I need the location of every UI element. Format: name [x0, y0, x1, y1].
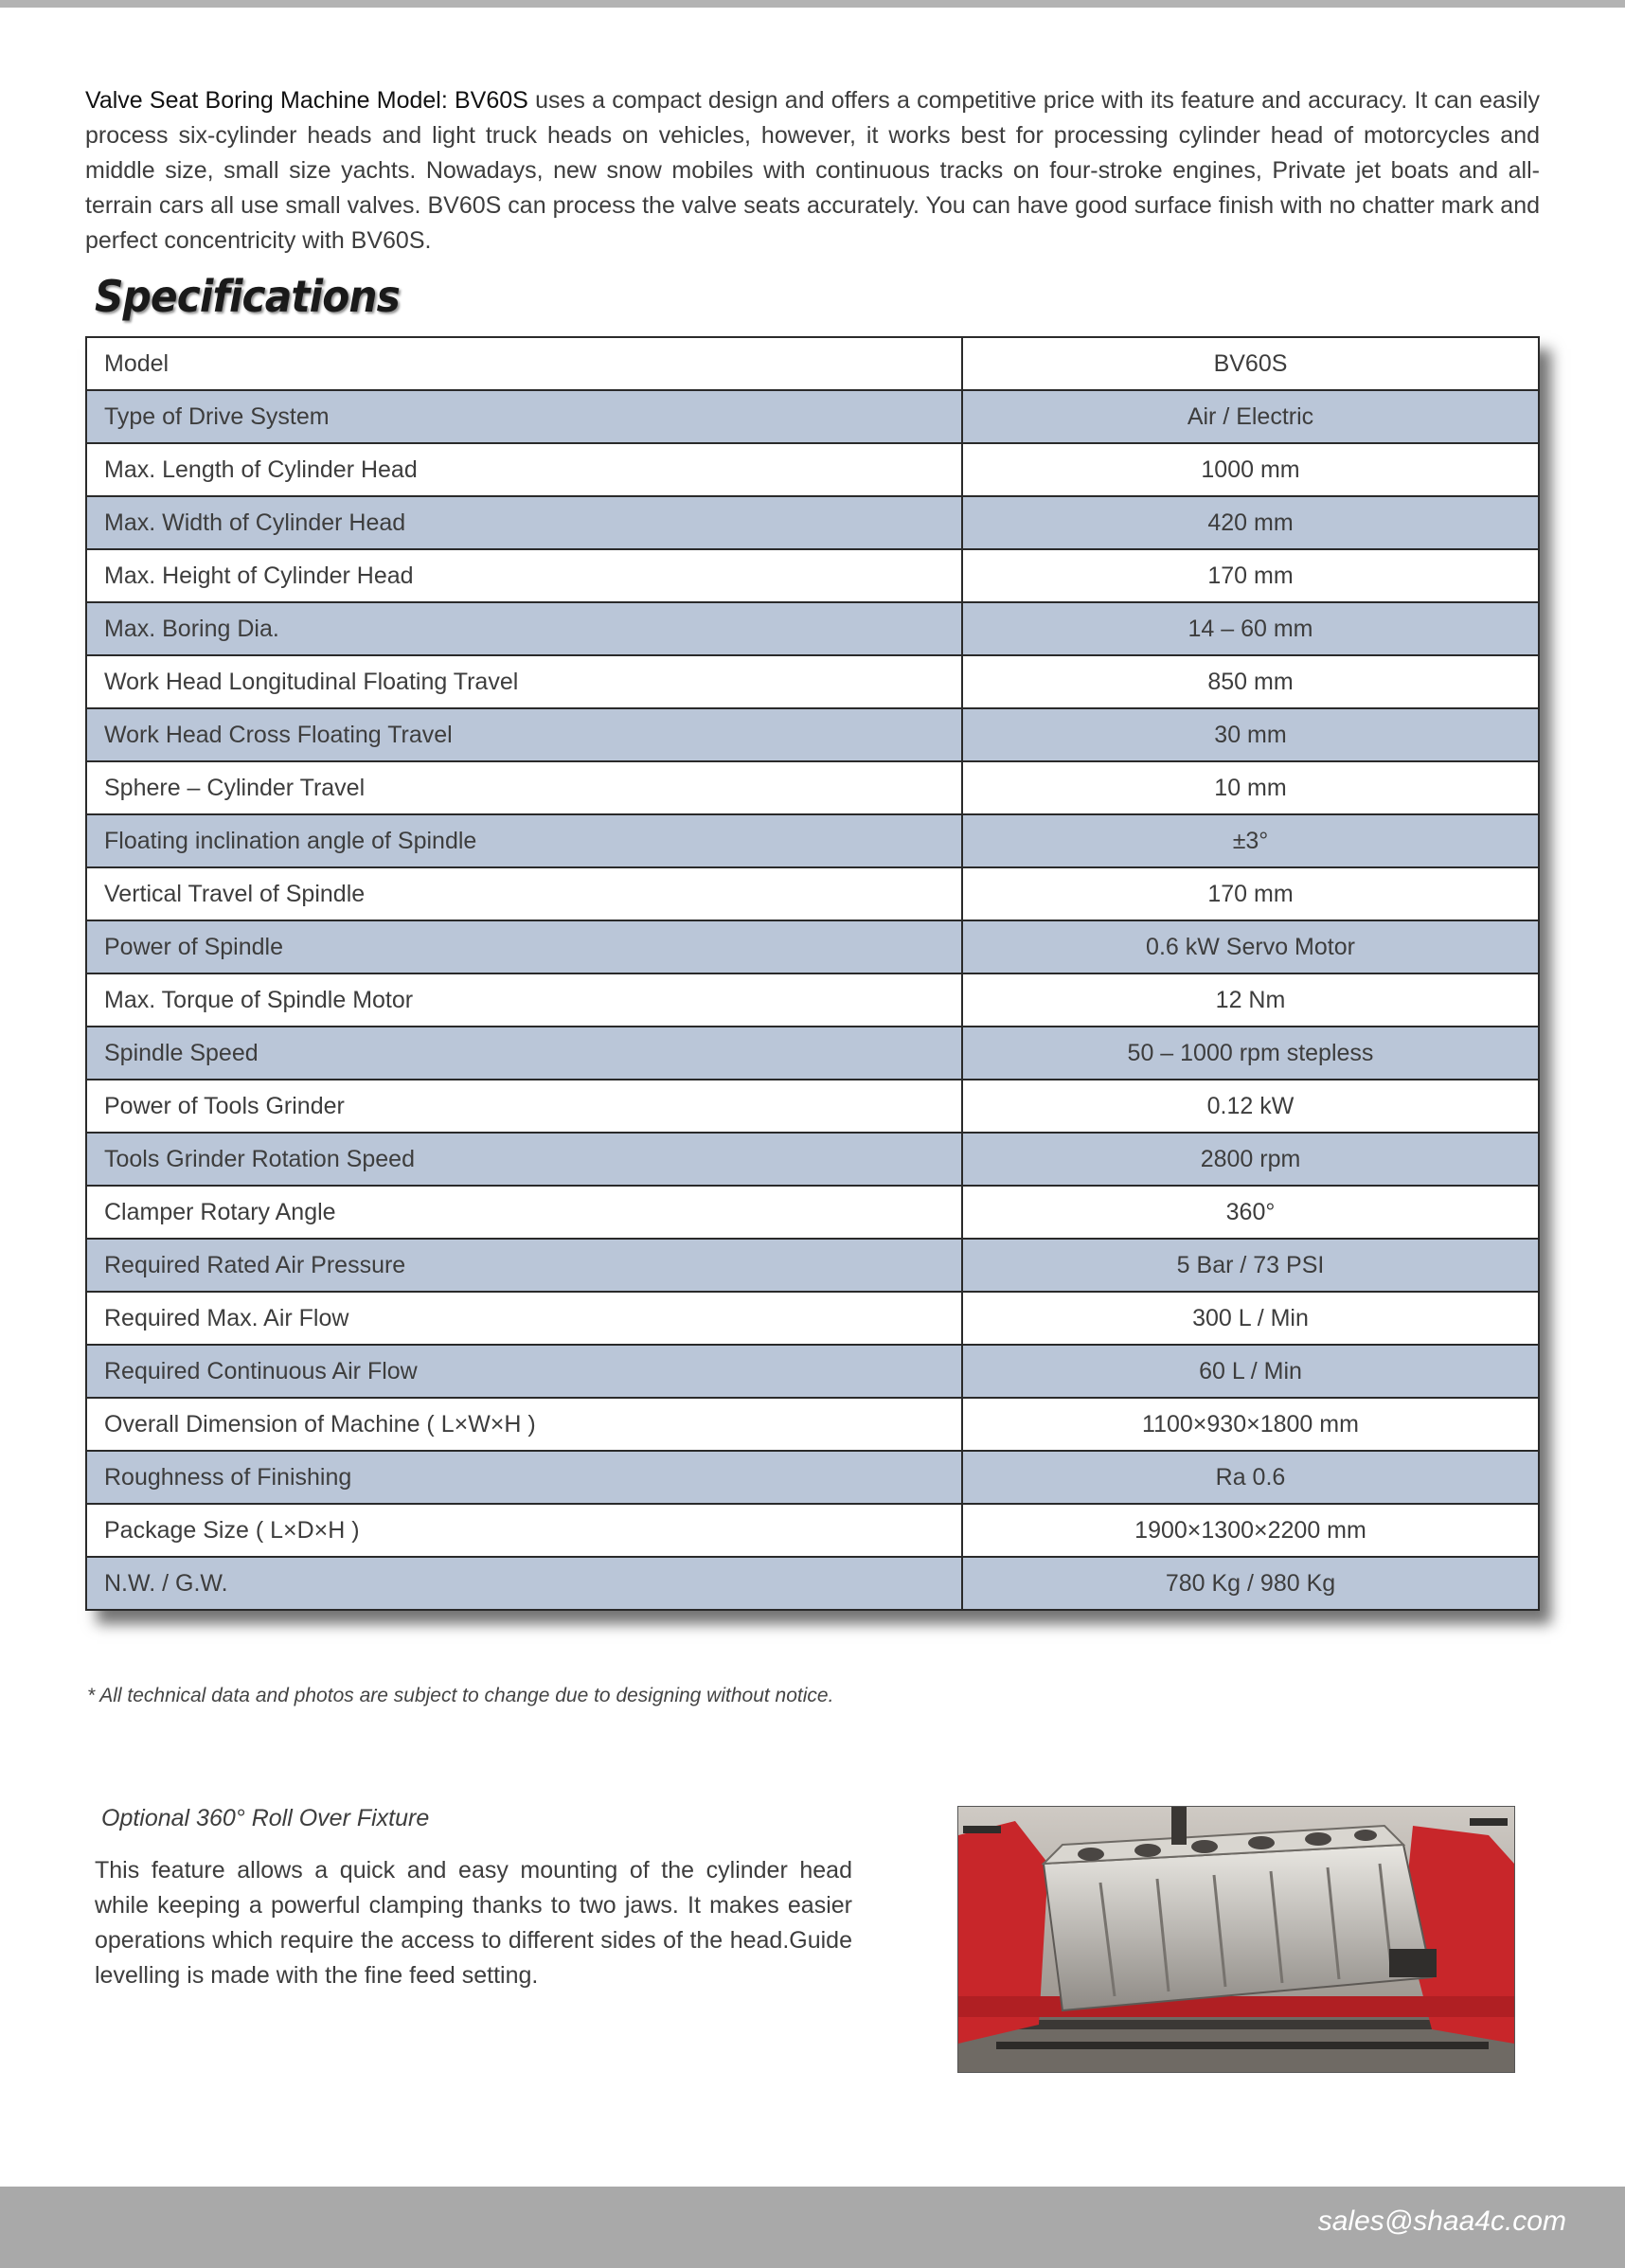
spec-value: BV60S: [962, 337, 1539, 390]
spec-value: 780 Kg / 980 Kg: [962, 1557, 1539, 1610]
spec-label: Power of Tools Grinder: [86, 1080, 962, 1133]
specifications-title: Specifications: [95, 271, 400, 322]
spec-label: Spindle Speed: [86, 1027, 962, 1080]
spec-label: Floating inclination angle of Spindle: [86, 814, 962, 867]
disclaimer-note: * All technical data and photos are subject to change due to designing without notice.: [87, 1685, 834, 1706]
spec-label: Overall Dimension of Machine ( L×W×H ): [86, 1398, 962, 1451]
spec-row: [86, 973, 1539, 1027]
intro-body: uses a compact design and offers a competitive price with its feature and accuracy. It can easily process six-cylinder heads and light truck heads on vehicles, however, it works best for processing cylinder head of motorcycles and middle size, small size yachts. Nowadays, new snow mobiles with continuous tracks on four-stroke engines, Private jet boats and all-terrain cars all use small valves. BV60S can process the valve seats accurately. You can have good surface finish with no chatter mark and perfect concentricity with BV60S.: [85, 87, 1540, 254]
spec-label: Max. Width of Cylinder Head: [86, 496, 962, 549]
spec-row: [86, 1186, 1539, 1239]
spec-label: Model: [86, 337, 962, 390]
spec-value: 5 Bar / 73 PSI: [962, 1239, 1539, 1292]
spec-label: N.W. / G.W.: [86, 1557, 962, 1610]
spec-label: Required Max. Air Flow: [86, 1292, 962, 1345]
spec-row: [86, 443, 1539, 496]
spec-label: Roughness of Finishing: [86, 1451, 962, 1504]
spec-row: [86, 549, 1539, 602]
spec-value: 1900×1300×2200 mm: [962, 1504, 1539, 1557]
spec-value: 60 L / Min: [962, 1345, 1539, 1398]
spec-label: Work Head Cross Floating Travel: [86, 708, 962, 761]
spec-value: 170 mm: [962, 867, 1539, 920]
spec-row: [86, 1451, 1539, 1504]
spec-label: Max. Torque of Spindle Motor: [86, 973, 962, 1027]
spec-label: Max. Boring Dia.: [86, 602, 962, 655]
spec-value: 14 – 60 mm: [962, 602, 1539, 655]
spec-value: 300 L / Min: [962, 1292, 1539, 1345]
spec-row: [86, 1345, 1539, 1398]
spec-label: Required Rated Air Pressure: [86, 1239, 962, 1292]
spec-label: Max. Height of Cylinder Head: [86, 549, 962, 602]
spec-label: Required Continuous Air Flow: [86, 1345, 962, 1398]
spec-row: [86, 1557, 1539, 1610]
spec-value: 420 mm: [962, 496, 1539, 549]
spec-value: 170 mm: [962, 549, 1539, 602]
spec-value: 360°: [962, 1186, 1539, 1239]
spec-label: Package Size ( L×D×H ): [86, 1504, 962, 1557]
spec-row: [86, 867, 1539, 920]
footer-email-link[interactable]: sales@shaa4c.com: [1317, 2205, 1566, 2237]
spec-row: [86, 337, 1539, 390]
roll-over-fixture-photo: [957, 1806, 1515, 2073]
spec-label: Vertical Travel of Spindle: [86, 867, 962, 920]
footer-bar: [0, 2187, 1625, 2268]
spec-value: 1000 mm: [962, 443, 1539, 496]
spec-row: [86, 1239, 1539, 1292]
spec-value: 10 mm: [962, 761, 1539, 814]
spec-row: [86, 602, 1539, 655]
spec-row: [86, 1398, 1539, 1451]
spec-row: [86, 390, 1539, 443]
spec-label: Tools Grinder Rotation Speed: [86, 1133, 962, 1186]
spec-value: 2800 rpm: [962, 1133, 1539, 1186]
spec-row: [86, 1133, 1539, 1186]
spec-row: [86, 1080, 1539, 1133]
spec-row: [86, 496, 1539, 549]
spec-value: 0.12 kW: [962, 1080, 1539, 1133]
intro-paragraph: [85, 83, 1540, 259]
specifications-table: [85, 336, 1540, 1611]
intro-lead: Valve Seat Boring Machine Model: BV60S: [85, 87, 528, 114]
spec-row: [86, 761, 1539, 814]
spec-value: Ra 0.6: [962, 1451, 1539, 1504]
spec-row: [86, 655, 1539, 708]
spec-label: Sphere – Cylinder Travel: [86, 761, 962, 814]
spec-value: 850 mm: [962, 655, 1539, 708]
spec-value: 0.6 kW Servo Motor: [962, 920, 1539, 973]
spec-value: 30 mm: [962, 708, 1539, 761]
spec-value: 50 – 1000 rpm stepless: [962, 1027, 1539, 1080]
optional-fixture-description: This feature allows a quick and easy mounting of the cylinder head while keeping a powerful clamping thanks to two jaws. It makes easier operations which require the access to different sides of the head.Guide levelling is made with the fine feed setting.: [95, 1857, 852, 1989]
spec-row: [86, 1027, 1539, 1080]
optional-fixture-title: Optional 360° Roll Over Fixture: [101, 1805, 430, 1831]
spec-label: Work Head Longitudinal Floating Travel: [86, 655, 962, 708]
spec-value: 12 Nm: [962, 973, 1539, 1027]
spec-label: Power of Spindle: [86, 920, 962, 973]
spec-row: [86, 1292, 1539, 1345]
spec-row: [86, 1504, 1539, 1557]
spec-label: Max. Length of Cylinder Head: [86, 443, 962, 496]
spec-value: 1100×930×1800 mm: [962, 1398, 1539, 1451]
spec-value: ±3°: [962, 814, 1539, 867]
spec-row: [86, 920, 1539, 973]
spec-label: Clamper Rotary Angle: [86, 1186, 962, 1239]
spec-row: [86, 814, 1539, 867]
spec-value: Air / Electric: [962, 390, 1539, 443]
spec-label: Type of Drive System: [86, 390, 962, 443]
spec-row: [86, 708, 1539, 761]
top-rule: [0, 0, 1625, 8]
